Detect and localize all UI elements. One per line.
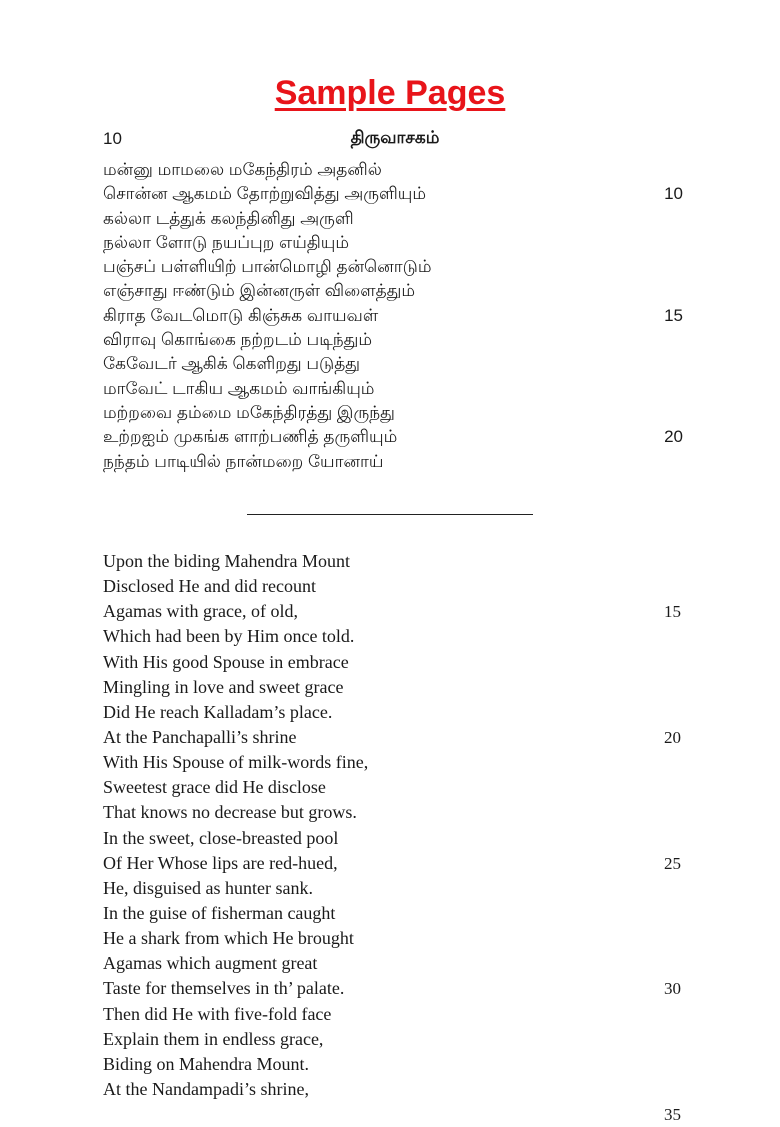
verse-line xyxy=(103,851,681,876)
verse-line xyxy=(103,1052,681,1077)
verse-line xyxy=(103,255,683,279)
verse-line xyxy=(103,750,681,775)
verse-text: With His Spouse of milk-words fine, xyxy=(103,752,369,773)
running-title: திருவாசகம் xyxy=(350,128,440,147)
verse-text: Explain them in endless grace, xyxy=(103,1028,324,1049)
verse-line xyxy=(103,574,681,599)
verse-text: Then did He with five-fold face xyxy=(103,1003,332,1024)
verse-line xyxy=(103,182,683,206)
verse-line xyxy=(103,1027,681,1052)
english-verse xyxy=(103,549,681,1127)
verse-text: At the Nandampadi’s shrine, xyxy=(103,1078,309,1099)
verse-line xyxy=(103,328,683,352)
verse-line xyxy=(103,775,681,800)
verse-text: கேவேடர் ஆகிக் கெளிறது படுத்து xyxy=(103,354,361,374)
verse-line xyxy=(103,876,681,901)
verse-line xyxy=(103,800,681,825)
line-number: 35 xyxy=(664,1105,681,1125)
line-number: 20 xyxy=(664,427,683,447)
banner-text: Sample Pages xyxy=(274,74,506,112)
section-divider xyxy=(247,514,533,515)
verse-line xyxy=(103,1002,681,1027)
verse-line xyxy=(103,304,683,328)
verse-line xyxy=(103,377,683,401)
verse-text: கிராத வேடமொடு கிஞ்சுக வாயவள் xyxy=(103,305,379,325)
verse-line xyxy=(103,158,683,182)
line-number: 15 xyxy=(664,602,681,622)
verse-text: He a shark from which He brought xyxy=(103,928,354,949)
verse-text: Taste for themselves in th’ palate. xyxy=(103,978,345,999)
verse-line xyxy=(103,951,681,976)
verse-line xyxy=(103,599,681,624)
verse-text: மற்றவை தம்மை மகேந்திரத்து இருந்து xyxy=(103,402,395,422)
verse-text: Agamas with grace, of old, xyxy=(103,601,298,622)
verse-line xyxy=(103,826,681,851)
verse-line xyxy=(103,926,681,951)
verse-text: உற்றஐம் முகங்க ளாற்பணித் தருளியும் xyxy=(103,427,398,447)
verse-line xyxy=(103,976,681,1001)
verse-text: Upon the biding Mahendra Mount xyxy=(103,551,350,571)
verse-text: மன்னு மாமலை மகேந்திரம் அதனில் xyxy=(103,160,382,179)
line-number: 15 xyxy=(664,305,683,325)
verse-text: நல்லா ளோடு நயப்புற எய்தியும் xyxy=(103,232,350,252)
verse-text: In the guise of fisherman caught xyxy=(103,902,336,923)
verse-text: With His good Spouse in embrace xyxy=(103,651,349,672)
verse-line xyxy=(103,401,683,425)
line-number: 10 xyxy=(664,184,683,204)
verse-text: At the Panchapalli’s shrine xyxy=(103,726,297,747)
verse-line xyxy=(103,650,681,675)
verse-line xyxy=(103,725,681,750)
verse-text: பஞ்சப் பள்ளியிற் பான்மொழி தன்னொடும் xyxy=(103,257,432,277)
verse-text: கல்லா டத்துக் கலந்தினிது அருளி xyxy=(103,208,354,228)
verse-line xyxy=(103,425,683,449)
sample-pages-banner xyxy=(0,74,780,113)
verse-text: விராவு கொங்கை நற்றடம் படிந்தும் xyxy=(103,330,373,350)
verse-line xyxy=(103,1102,681,1127)
verse-text: மாவேட் டாகிய ஆகமம் வாங்கியும் xyxy=(103,378,375,398)
line-number: 20 xyxy=(664,727,681,747)
verse-line xyxy=(103,279,683,303)
verse-text: நந்தம் பாடியில் நான்மறை யோனாய் xyxy=(103,451,384,471)
verse-text: Which had been by Him once told. xyxy=(103,626,355,647)
verse-text: எஞ்சாது ஈண்டும் இன்னருள் விளைத்தும் xyxy=(103,281,416,301)
verse-text: He, disguised as hunter sank. xyxy=(103,877,313,898)
verse-text: That knows no decrease but grows. xyxy=(103,802,357,823)
page-number: 10 xyxy=(103,129,122,148)
verse-line xyxy=(103,207,683,231)
verse-text: In the sweet, close-breasted pool xyxy=(103,827,339,848)
verse-text: Biding on Mahendra Mount. xyxy=(103,1053,309,1074)
verse-text: Did He reach Kalladam’s place. xyxy=(103,701,333,722)
line-number: 25 xyxy=(664,853,681,873)
verse-text: Agamas which augment great xyxy=(103,953,318,974)
verse-text: சொன்ன ஆகமம் தோற்றுவித்து அருளியும் xyxy=(103,184,427,204)
verse-line xyxy=(103,901,681,926)
verse-line xyxy=(103,549,681,574)
line-number: 30 xyxy=(664,979,681,999)
verse-text: Of Her Whose lips are red-hued, xyxy=(103,852,338,873)
verse-text: Disclosed He and did recount xyxy=(103,576,316,597)
verse-line xyxy=(103,675,681,700)
verse-line xyxy=(103,231,683,255)
tamil-verse xyxy=(103,158,683,474)
verse-line xyxy=(103,352,683,376)
verse-line xyxy=(103,700,681,725)
verse-line xyxy=(103,1077,681,1102)
verse-text: Mingling in love and sweet grace xyxy=(103,676,344,697)
verse-text: Sweetest grace did He disclose xyxy=(103,777,326,798)
verse-line xyxy=(103,624,681,649)
verse-line xyxy=(103,450,683,474)
